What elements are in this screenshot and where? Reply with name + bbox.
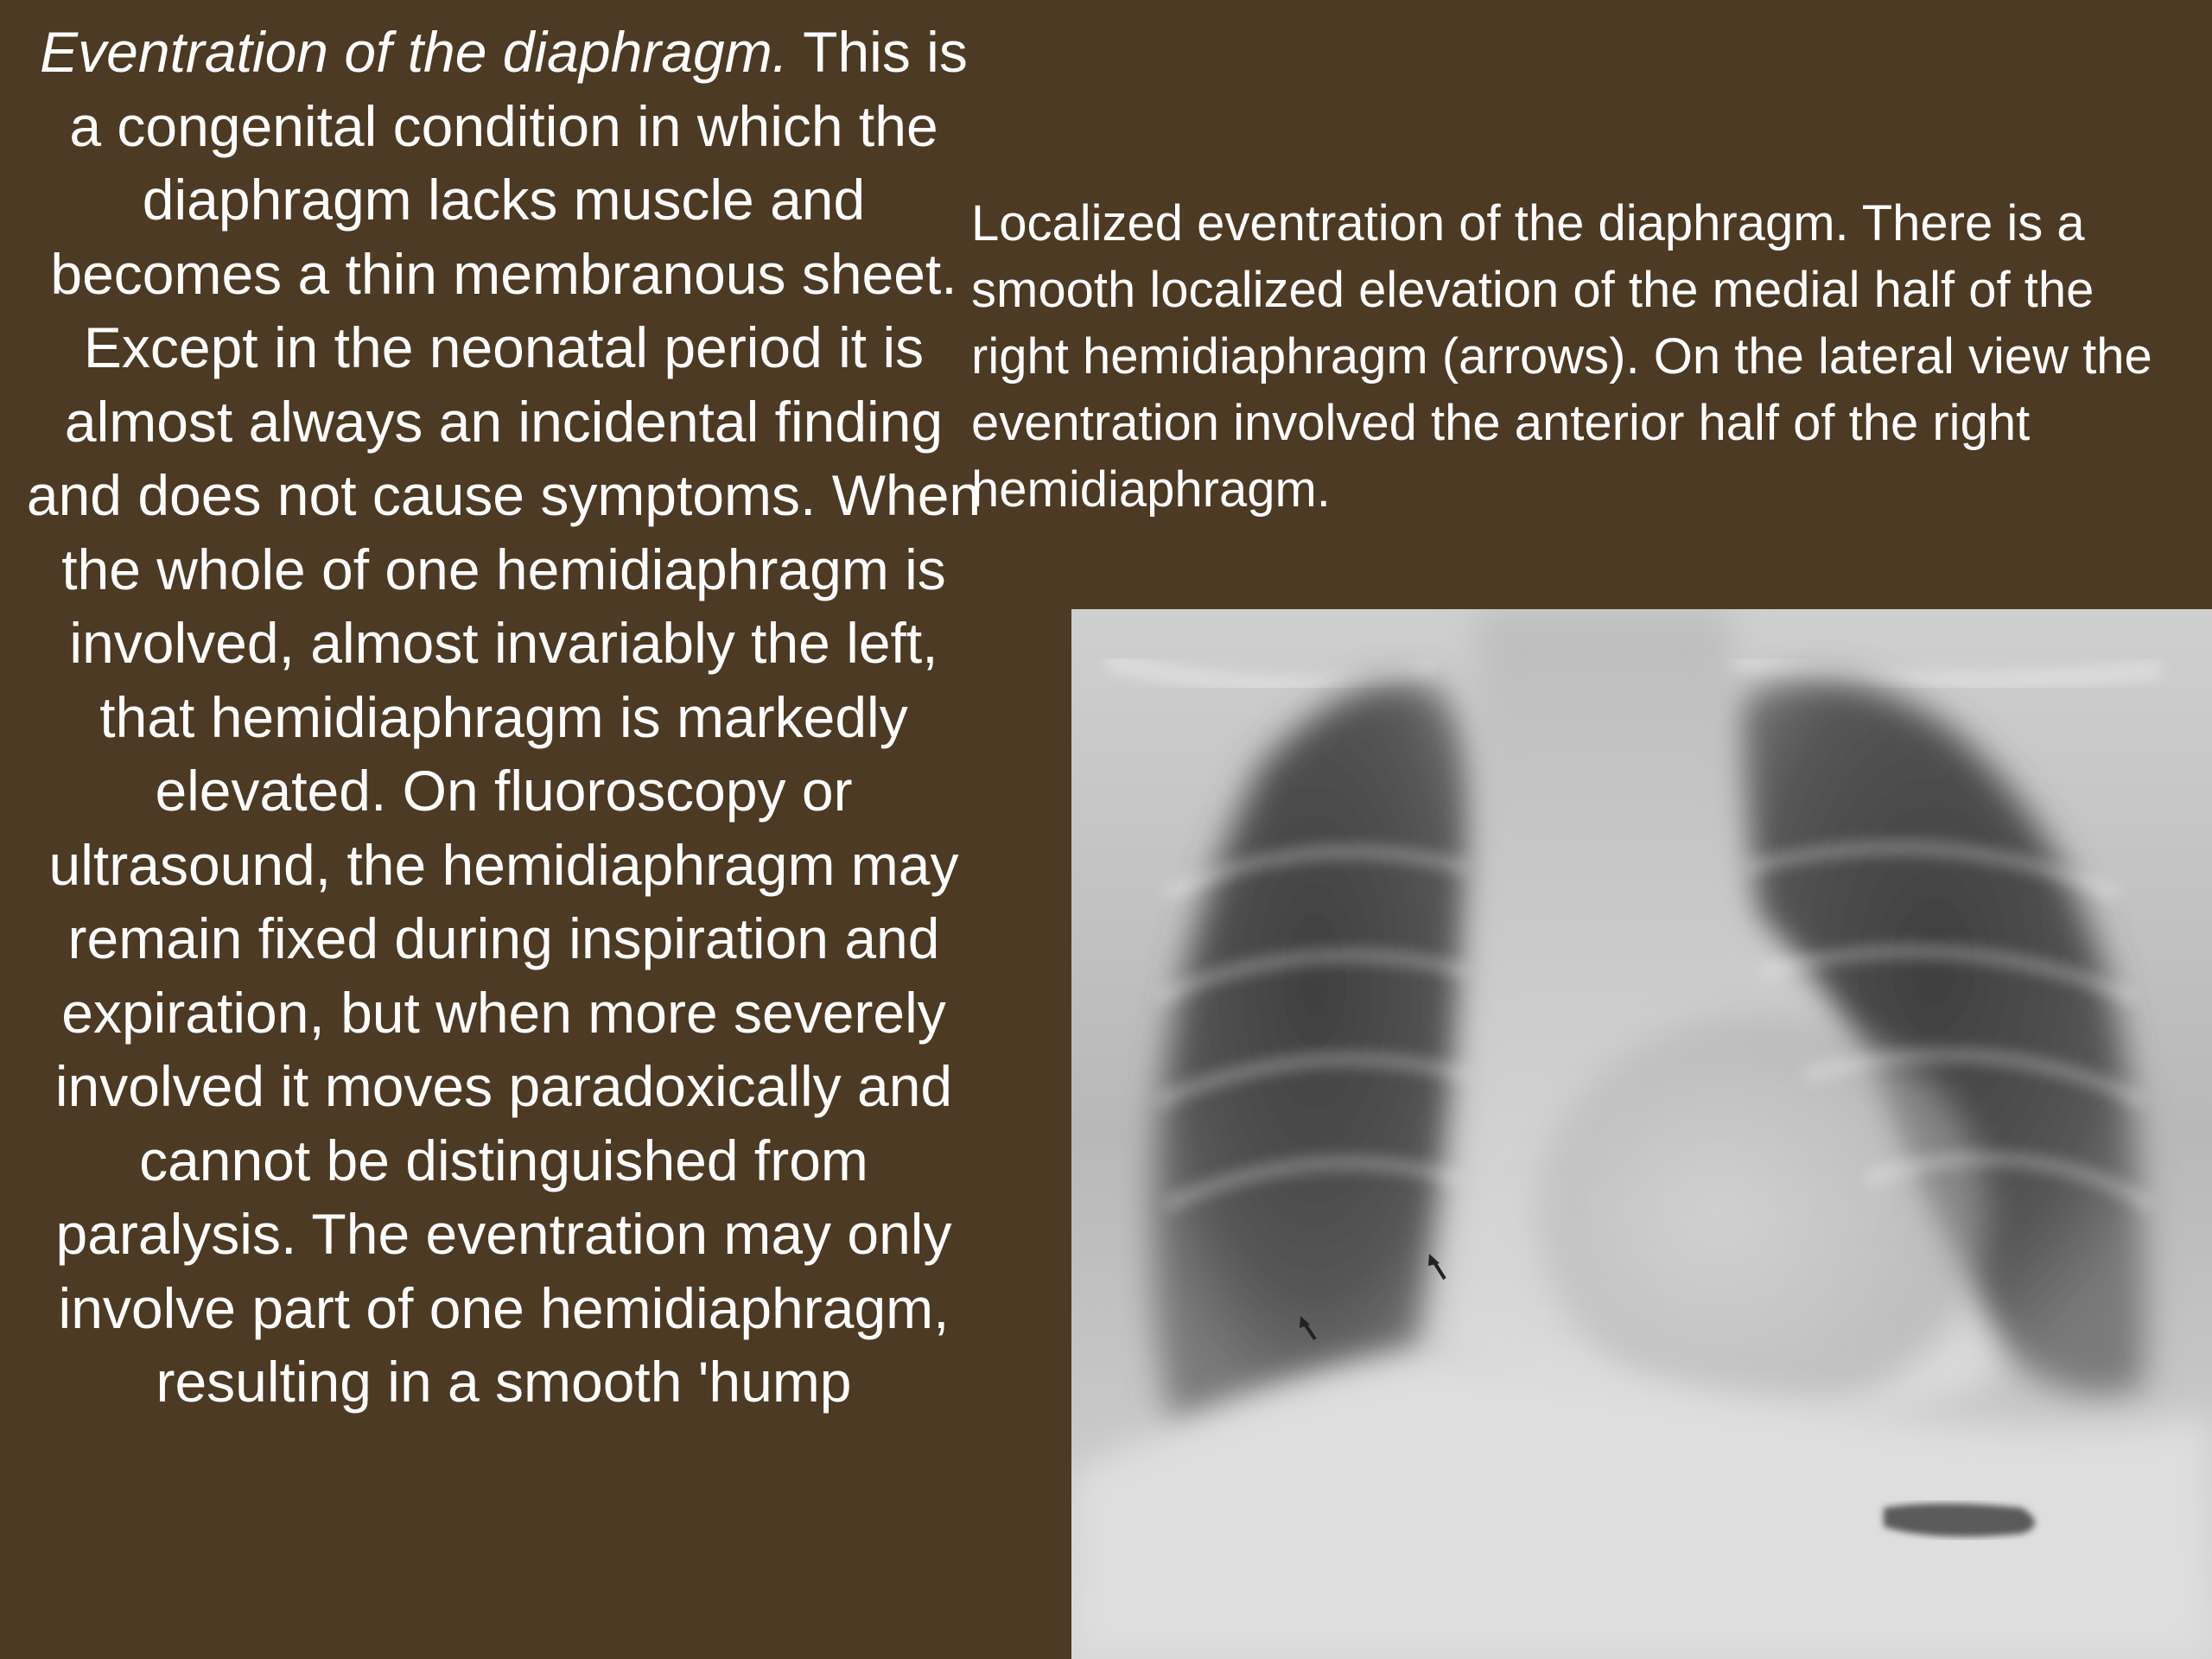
chest-xray-image xyxy=(1071,609,2212,1659)
heart-shadow xyxy=(1538,1015,1987,1413)
description-text xyxy=(19,16,988,1420)
figure-caption: Localized eventration of the diaphragm. There is a smooth localized elevation of the medial half of the right hemidiaphragm (arrows). On the lateral view the eventration involved the anterior half of the right hemidiaphragm. xyxy=(971,195,2152,518)
description-title: Eventration of the diaphragm. xyxy=(40,20,789,84)
description-body: This is a congenital condition in which the diaphragm lacks muscle and becomes a thin membranous sheet. Except in the neonatal period it is almost always an incidental finding and does not cause symptoms. When the whole of one hemidiaphragm is involved, almost invariably the left, that hemidiaphragm is markedly elevated. On fluoroscopy or ultrasound, the hemidiaphragm may remain fixed during inspiration and expiration, but when more severely involved it moves paradoxically and cannot be distinguished from paralysis. The eventration may only involve part of one hemidiaphragm, resulting in a smooth 'hump xyxy=(26,20,982,1414)
gastric-bubble xyxy=(1884,1503,2035,1537)
